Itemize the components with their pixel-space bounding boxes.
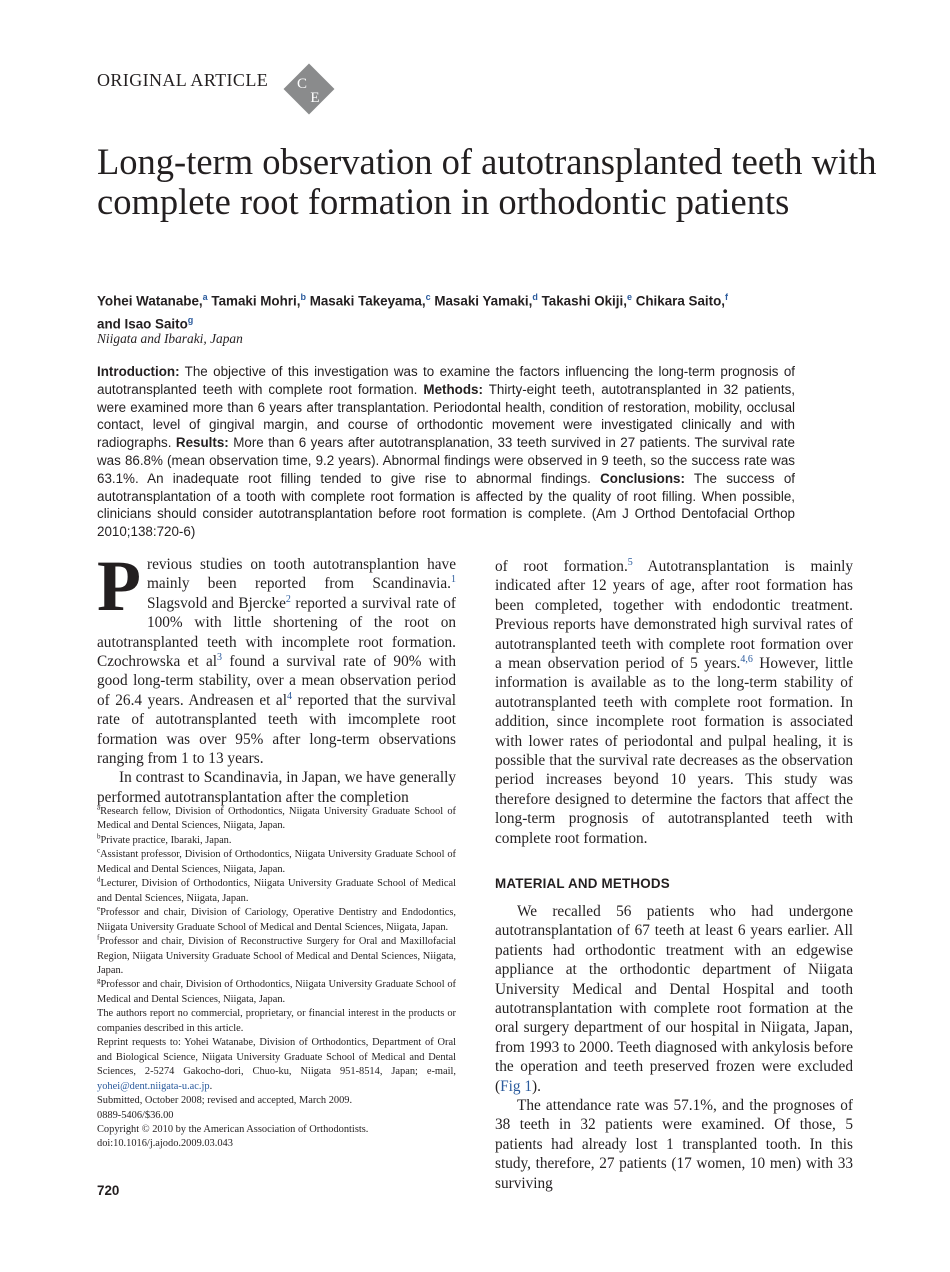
body-text: found a survival rate of 90% with good long-term stability, over a mean observation period of 26.4 years. Andreasen et al xyxy=(97,653,456,709)
author-name: Yohei Watanabe, xyxy=(97,293,203,309)
footnote-text: Private practice, Ibaraki, Japan. xyxy=(100,834,232,846)
footnote-mark: f xyxy=(97,933,100,942)
author-affiliation-mark[interactable]: d xyxy=(532,292,538,302)
footnote-text: Professor and chair, Division of Reconstructive Surgery for Oral and Maxillofacial Region, Niigata University Graduate School of Medical and Dental Sciences, Niigata, Japan. xyxy=(97,936,456,976)
issn: 0889-5406/$36.00 xyxy=(97,1109,174,1121)
author-name: Takashi Okiji, xyxy=(541,293,627,309)
abstract xyxy=(97,363,795,541)
footnote-mark: b xyxy=(97,832,101,841)
figure-ref-link[interactable]: Fig 1 xyxy=(500,1077,532,1095)
article-title: Long-term observation of autotransplanted teeth with complete root formation in orthodontic patients xyxy=(97,141,877,222)
author-affiliation-mark[interactable]: c xyxy=(425,292,431,302)
body-text: However, little information is available as to the long-term stability of autotransplanted teeth with complete root formation. In addition, since incomplete root formation is associated with lower rates of periodontal and pulpal healing, it is possible that the survival rate decreases as the observation period increases beyond 10 years. This study was therefore designed to determine the factors that affect the long-term prognosis of autotransplanted teeth with complete root formation. xyxy=(495,655,854,847)
author-affiliation-mark[interactable]: f xyxy=(725,292,728,302)
doi[interactable]: doi:10.1016/j.ajodo.2009.03.043 xyxy=(97,1138,233,1150)
body-text: of root formation. xyxy=(495,558,628,575)
body-column-left xyxy=(97,546,457,807)
footnote-item xyxy=(97,978,456,1007)
methods-text xyxy=(495,902,853,1193)
author-affiliation-mark[interactable]: g xyxy=(187,314,194,325)
footnote-item xyxy=(97,834,456,848)
author-name: Masaki Yamaki, xyxy=(434,293,533,309)
body-text: ). xyxy=(532,1077,541,1095)
footnote-mark: d xyxy=(97,875,101,884)
citation-ref[interactable]: 1 xyxy=(451,574,456,586)
citation-ref[interactable]: 4,6 xyxy=(740,653,753,665)
footnote-mark: g xyxy=(97,976,101,985)
drop-cap: P xyxy=(97,546,141,626)
footnote-text: Assistant professor, Division of Orthodontics, Niigata University Graduate School of Medical and Dental Sciences, Niigata, Japan. xyxy=(97,849,456,875)
author-name: and Isao Saito xyxy=(97,316,188,332)
footnote-mark: c xyxy=(97,846,101,855)
footnote-item xyxy=(97,935,456,978)
footnote-mark: a xyxy=(97,803,101,812)
footnotes xyxy=(97,805,456,1152)
abstract-text-methods: Thirty-eight teeth, autotransplanted in 32 patients, were examined more than 6 years after transplantation. Periodontal health, condition of restoration, mobility, occlusal contact, level of gingival margin, and course of orthodontic movement were investigated clinically and with radiographs. xyxy=(97,381,795,451)
submission-dates: Submitted, October 2008; revised and accepted, March 2009. xyxy=(97,1095,353,1107)
citation-ref[interactable]: 5 xyxy=(627,556,633,568)
body-column-right xyxy=(495,557,853,848)
body-text: Autotransplantation is mainly indicated after 12 years of age, after root formation has been completed, together with endodontic treatment. Previous reports have demonstrated high survival rates of autotransplanted teeth with complete root formation over a mean observation period of 5 years. xyxy=(495,558,853,673)
body-text: Slagsvold and Bjercke xyxy=(146,594,286,612)
reprint-end: . xyxy=(209,1080,213,1092)
footnote-text: Lecturer, Division of Orthodontics, Niigata University Graduate School of Medical and Dental Sciences, Niigata, Japan. xyxy=(97,878,456,904)
section-heading-methods: MATERIAL AND METHODS xyxy=(495,876,670,891)
intro-paragraph-3 xyxy=(495,557,853,848)
footnote-item xyxy=(97,877,456,906)
body-text: reported a survival rate of 100% with little shortening of the root on autotransplanted teeth with incomplete root formation. Czochrowska et al xyxy=(97,594,456,671)
article-type-label: ORIGINAL ARTICLE xyxy=(97,70,269,90)
citation-ref[interactable]: 4 xyxy=(286,690,292,702)
methods-paragraph-1 xyxy=(495,902,853,1096)
abstract-label-methods: Methods: xyxy=(423,381,483,397)
abstract-text-results: More than 6 years after autotransplanation, 33 teeth survived in 27 patients. The survival rate was 86.8% (mean observation time, 9.2 years). Abnormal findings were observed in 9 teeth, so the success rate was 63.1%. An inadequate root filling tended to give rise to abnormal findings. xyxy=(97,435,795,486)
footnote-text: Research fellow, Division of Orthodontics, Niigata University Graduate School of Medical and Dental Sciences, Niigata, Japan. xyxy=(97,806,456,832)
ce-letter-c: C xyxy=(296,76,308,92)
citation-ref[interactable]: 2 xyxy=(285,593,291,605)
author-location: Niigata and Ibaraki, Japan xyxy=(97,331,243,346)
intro-paragraph-1 xyxy=(97,546,457,768)
footnote-item xyxy=(97,805,456,834)
ce-letter-e: E xyxy=(310,90,320,106)
page-number: 720 xyxy=(97,1183,120,1198)
copyright: Copyright © 2010 by the American Association of Orthodontists. xyxy=(97,1123,369,1135)
citation-ref[interactable]: 3 xyxy=(217,651,223,663)
author-name: Tamaki Mohri, xyxy=(211,293,301,309)
footnote-text: Professor and chair, Division of Orthodontics, Niigata University Graduate School of Medical and Dental Sciences, Niigata, Japan. xyxy=(97,979,456,1005)
author-affiliation-mark[interactable]: a xyxy=(202,292,208,302)
footnote-item xyxy=(97,848,456,877)
body-text: revious studies on tooth autotransplantion have mainly been reported from Scandinavia. xyxy=(146,556,456,593)
footnote-item xyxy=(97,906,456,935)
abstract-text-conclusions: The success of autotransplantation of a tooth with complete root formation is affected by the quality of root filling. When possible, clinicians should consider autotransplantation before root formation is complete. (Am J Orthod Dentofacial Orthop 2010;138:720-6) xyxy=(97,470,795,540)
author-name: Masaki Takeyama, xyxy=(309,293,426,309)
author-name: Chikara Saito, xyxy=(635,293,725,309)
abstract-label-results: Results: xyxy=(175,435,229,451)
ce-diamond-shape xyxy=(284,64,335,115)
contact-email-link[interactable]: yohei@dent.niigata-u.ac.jp xyxy=(97,1080,210,1092)
intro-paragraph-2: In contrast to Scandinavia, in Japan, we have generally performed autotransplantation after the completion xyxy=(97,769,456,806)
reprint-requests xyxy=(97,1036,456,1094)
abstract-label-introduction: Introduction: xyxy=(97,364,180,379)
author-list xyxy=(97,288,857,334)
reprint-text: Reprint requests to: Yohei Watanabe, Division of Orthodontics, Department of Oral and Biological Science, Niigata University Graduate School of Medical and Dental Sciences, 2-5274 Gakocho-dori, Chuo-ku, Niigata 951-8514, Japan; e-mail, xyxy=(97,1037,456,1078)
ce-badge-logo xyxy=(282,62,336,116)
conflict-statement: The authors report no commercial, proprietary, or financial interest in the products or companies described in this article. xyxy=(97,1008,456,1034)
footnote-text: Professor and chair, Division of Cariology, Operative Dentistry and Endodontics, Niigata University Graduate School of Medical and Dental Sciences, Niigata, Japan. xyxy=(97,907,456,933)
footnote-mark: e xyxy=(97,904,101,913)
body-text: We recalled 56 patients who had undergone autotransplantation of 67 teeth at least 6 years earlier. All patients had orthodontic treatment with an edgewise appliance at the orthodontic department of Niigata University Medical and Dental Hospital and tooth autotransplantation with complete root formation at the oral surgery department of our hospital in Niigata, Japan, from 1993 to 2000. Teeth diagnosed with ankylosis before the operation and teeth preserved frozen were excluded ( xyxy=(495,903,853,1095)
abstract-label-conclusions: Conclusions: xyxy=(600,470,685,486)
abstract-text-introduction: The objective of this investigation was to examine the factors influencing the long-term prognosis of autotransplanted teeth with complete root formation. xyxy=(97,364,795,397)
author-affiliation-mark[interactable]: e xyxy=(626,292,632,302)
author-affiliation-mark[interactable]: b xyxy=(300,292,306,302)
methods-paragraph-2: The attendance rate was 57.1%, and the prognoses of 38 teeth in 32 patients were examined. Of those, 5 patients had already lost 1 transplanted tooth. In this study, therefore, 27 patients (17 women, 10 men) with 33 surviving xyxy=(495,1097,853,1192)
body-text: reported that the survival rate of autotransplanted teeth with imcomplete root formation was over 95% after long-term observations ranging from 1 to 13 years. xyxy=(97,691,457,768)
